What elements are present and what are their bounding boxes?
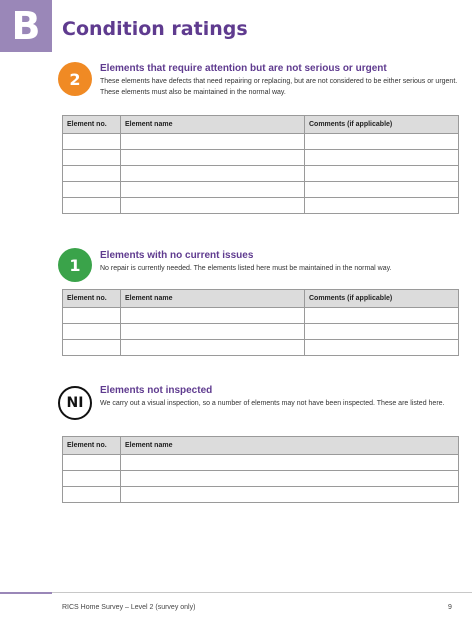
section-description: These elements have defects that need repairing or replacing, but are not considered to be either serious or urgent. These elements must also be maintained in the normal way. [100, 78, 458, 96]
table-cell[interactable] [63, 487, 121, 503]
table-cell[interactable] [63, 150, 121, 166]
column-header: Comments (if applicable) [305, 290, 459, 308]
table-cell[interactable] [305, 134, 459, 150]
table-row [63, 150, 459, 166]
table-row [63, 182, 459, 198]
column-header: Element no. [63, 437, 121, 455]
table-row [63, 340, 459, 356]
rating-2-icon: 2 [58, 62, 92, 96]
table-cell[interactable] [121, 308, 305, 324]
section-heading: Elements that require attention but are not serious or urgent [100, 63, 387, 74]
section-heading: Elements with no current issues [100, 250, 254, 261]
column-header: Element name [121, 437, 459, 455]
table-cell[interactable] [121, 471, 459, 487]
table-cell[interactable] [305, 198, 459, 214]
table-cell[interactable] [305, 340, 459, 356]
column-header: Element no. [63, 116, 121, 134]
column-header: Element name [121, 116, 305, 134]
table-cell[interactable] [305, 182, 459, 198]
table-cell[interactable] [305, 324, 459, 340]
table-cell[interactable] [121, 487, 459, 503]
table-row [63, 487, 459, 503]
table-cell[interactable] [63, 471, 121, 487]
table-row [63, 324, 459, 340]
not-inspected-icon: NI [58, 386, 92, 420]
table-row [63, 134, 459, 150]
table-cell[interactable] [63, 134, 121, 150]
table-row [63, 166, 459, 182]
section-description: We carry out a visual inspection, so a number of elements may not have been inspected. These are listed here. [100, 400, 445, 407]
footer-divider [52, 592, 472, 593]
table-cell[interactable] [63, 324, 121, 340]
table-row [63, 308, 459, 324]
section-letter-badge: B [0, 0, 52, 52]
section-heading: Elements not inspected [100, 385, 213, 396]
table-row [63, 471, 459, 487]
table-cell[interactable] [121, 340, 305, 356]
footer-divider-accent [0, 592, 52, 594]
table-cell[interactable] [305, 166, 459, 182]
page-title: Condition ratings [62, 18, 248, 40]
table-row [63, 198, 459, 214]
table-cell[interactable] [121, 134, 305, 150]
table-cell[interactable] [121, 150, 305, 166]
table-cell[interactable] [121, 182, 305, 198]
table-cell[interactable] [121, 324, 305, 340]
footer-title: RICS Home Survey – Level 2 (survey only) [62, 604, 196, 611]
table-cell[interactable] [63, 166, 121, 182]
table-cell[interactable] [63, 198, 121, 214]
table-cell[interactable] [121, 455, 459, 471]
table-cell[interactable] [121, 198, 305, 214]
table-cell[interactable] [63, 182, 121, 198]
table-cell[interactable] [63, 308, 121, 324]
rating-1-icon: 1 [58, 248, 92, 282]
section-description: No repair is currently needed. The elements listed here must be maintained in the normal way. [100, 265, 392, 272]
elements-no-issues-table [62, 289, 459, 356]
table-row [63, 455, 459, 471]
table-cell[interactable] [305, 308, 459, 324]
elements-attention-table [62, 115, 459, 214]
column-header: Element name [121, 290, 305, 308]
table-cell[interactable] [63, 340, 121, 356]
elements-not-inspected-table [62, 436, 459, 503]
table-cell[interactable] [121, 166, 305, 182]
column-header: Comments (if applicable) [305, 116, 459, 134]
page-number: 9 [448, 604, 452, 611]
column-header: Element no. [63, 290, 121, 308]
table-cell[interactable] [305, 150, 459, 166]
table-cell[interactable] [63, 455, 121, 471]
